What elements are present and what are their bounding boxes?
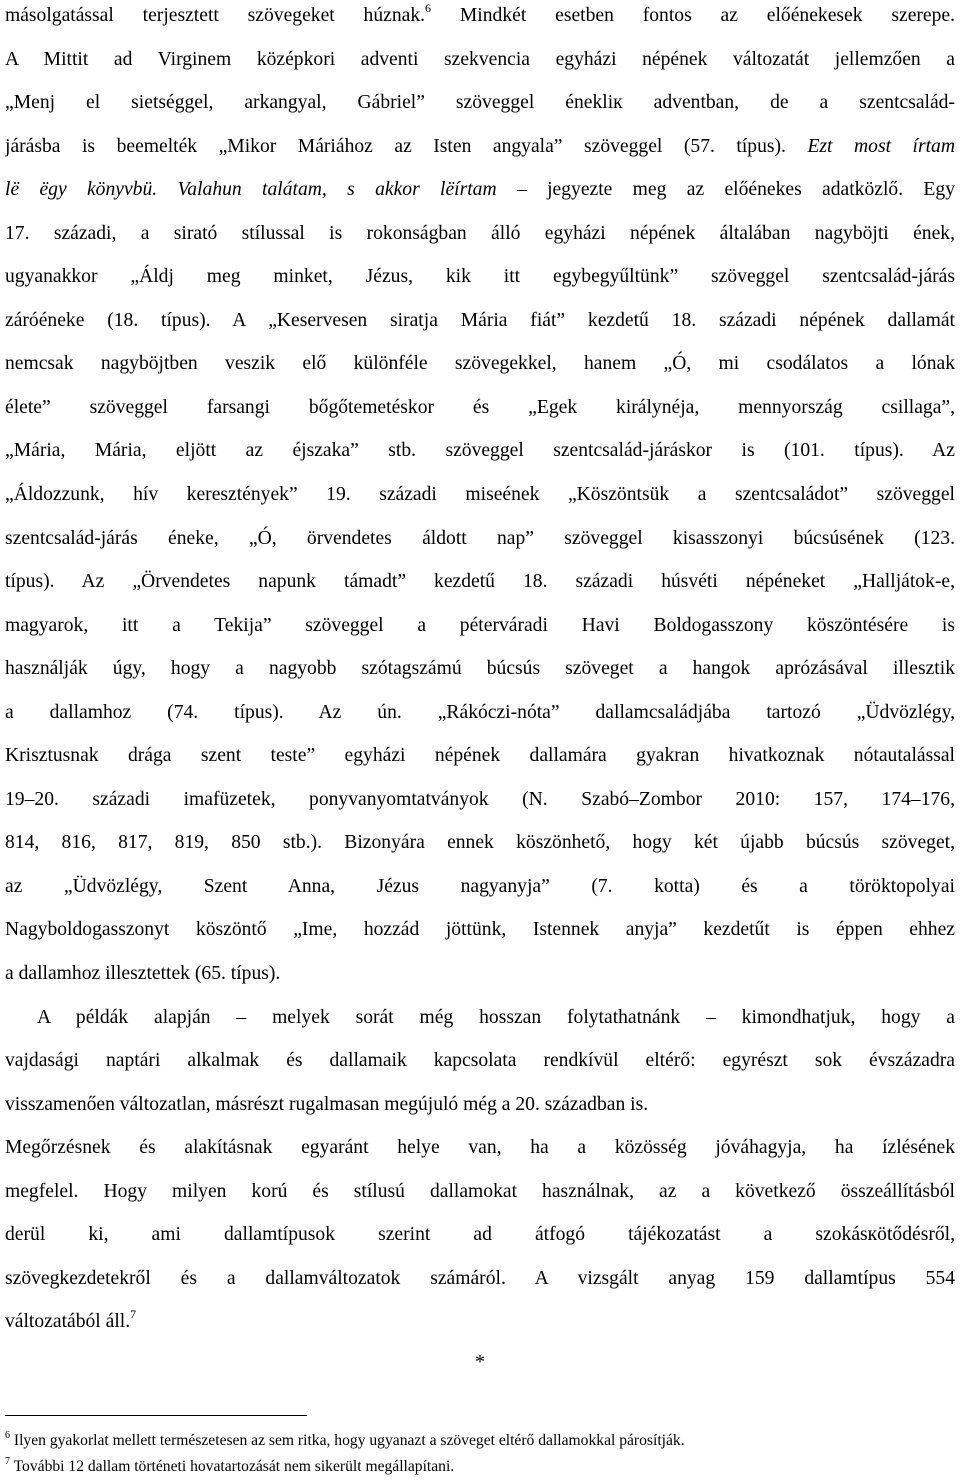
section-separator: * bbox=[475, 1351, 485, 1373]
text-line: „Mária, Mária, eljött az éjszaka” stb. szöveggel szentcsalád-járáskor is (101. típus). Az bbox=[5, 440, 955, 462]
footnote bbox=[5, 1453, 955, 1479]
footnote-text: További 12 dallam történeti hovatartozását nem sikerült megállapítani. bbox=[10, 1458, 455, 1475]
footnote-divider bbox=[5, 1415, 307, 1416]
footnote-ref[interactable]: 7 bbox=[130, 1307, 137, 1322]
text-line: Nagyboldogasszonyt köszöntő „Ime, hozzád jöttünk, Istennek anyja” kezdetűt is éppen ehhez bbox=[5, 919, 955, 941]
footnote-number: 7 bbox=[5, 1456, 10, 1467]
text-line: szövegkezdetekről és a dallamváltozatok számáról. A vizsgált anyag 159 dallamtípus 554 bbox=[5, 1267, 955, 1289]
text-line: típus). Az „Örvendetes napunk támadt” kezdetű 18. századi húsvéti népéneket „Halljátok-e, bbox=[5, 571, 955, 593]
text-line: használják úgy, hogy a nagyobb szótagszámú búcsús szöveget a hangok aprózásával illesztik bbox=[5, 658, 955, 680]
text-line: 17. századi, a sirató stílussal is rokonságban álló egyházi népének általában nagyböjti ének, bbox=[5, 222, 955, 244]
text-line: A példák alapján – melyek sorát még hosszan folytathatnánk – kimondhatjuk, hogy a bbox=[37, 1006, 955, 1028]
footnote-text: Ilyen gyakorlat mellett természetesen az sem ritka, hogy ugyanazt a szöveget eltérő dallamokkal párosítják. bbox=[10, 1432, 685, 1449]
body-text bbox=[5, 0, 955, 1344]
text-line: „Áldozzunk, hív keresztények” 19. századi miseének „Köszöntsük a szentcsaládot” szöveggel bbox=[5, 484, 955, 506]
text-line: záróéneke (18. típus). A „Keservesen siratja Mária fiát” kezdetű 18. századi népének dallamát bbox=[5, 309, 955, 331]
text-line: 814, 816, 817, 819, 850 stb.). Bizonyára ennek köszönhető, hogy két újabb búcsús szöveget, bbox=[5, 832, 955, 854]
footnote-number: 6 bbox=[5, 1430, 10, 1441]
text-line: másolgatással terjesztett szövegeket húznak.$^6$ Mindkét esetben fontos az előénekesek szerepe. bbox=[5, 1, 955, 26]
text-line: A Mittit ad Virginem középkori adventi szekvencia egyházi népének változatát jellemzően a bbox=[5, 48, 955, 70]
text-line: derül ki, ami dallamtípusok szerint ad átfogó tájékozatást a szokásкötődésről, bbox=[5, 1224, 955, 1246]
text-line: járásba is beemelték „Mikor Máriához az Isten angyala” szöveggel (57. típus). Ezt most írtam bbox=[5, 135, 955, 157]
text-line: lë ëgy könyvbü. Valahun talátam, s akkor lëírtam – jegyezte meg az előénekes adatközlő. Egy bbox=[5, 179, 955, 201]
text-line: szentcsalád-járás éneke, „Ó, örvendetes áldott nap” szöveggel kisasszonyi búcsúsének (123. bbox=[5, 527, 955, 549]
text-line: „Menj el sietséggel, arkangyal, Gábriel” szöveggel énekliк adventban, de a szentcsalád- bbox=[5, 92, 955, 114]
text-line: az „Üdvözlégy, Szent Anna, Jézus nagyanyja” (7. kotta) és a töröktopolyai bbox=[5, 875, 955, 897]
text-line: magyarok, itt a Tekija” szöveggel a péterváradi Havi Boldogasszony köszöntésére is bbox=[5, 614, 955, 636]
footnote-ref[interactable]: 6 bbox=[425, 1, 432, 15]
footnotes bbox=[5, 1427, 955, 1479]
text-line: változatából áll.$^7$ bbox=[5, 1307, 137, 1333]
text-line: nemcsak nagyböjtben veszik elő különféle szövegekkel, hanem „Ó, mi csodálatos a lónak bbox=[5, 353, 955, 375]
text-line: ugyanakkor „Áldj meg minket, Jézus, kik itt egybegyűltünk” szöveggel szentcsalád-járás bbox=[5, 266, 955, 288]
text-line: Krisztusnak drága szent teste” egyházi népének dallamára gyakran hivatkoznak nótautalással bbox=[5, 745, 955, 767]
footnote bbox=[5, 1427, 955, 1453]
text-line: vajdasági naptári alkalmak és dallamaik kapcsolata rendkívül eltérő: egyrészt sok évszázadra bbox=[5, 1050, 955, 1072]
text-line: visszamenően változatlan, másrészt rugalmasan megújuló még a 20. században is. bbox=[5, 1093, 649, 1115]
text-line: 19–20. századi imafüzetek, ponyvanyomtatványok (N. Szabó–Zombor 2010: 157, 174–176, bbox=[5, 788, 955, 810]
text-line: Megőrzésnek és alakításnak egyaránt helye van, ha a közösség jóváhagyja, ha ízlésének bbox=[5, 1137, 955, 1159]
text-line: élete” szöveggel farsangi bőgőtemetéskor és „Egek királynéja, mennyország csillaga”, bbox=[5, 396, 955, 418]
text-line: megfelel. Hogy milyen korú és stílusú dallamokat használnak, az a következő összeállításból bbox=[5, 1180, 955, 1202]
text-line: a dallamhoz (74. típus). Az ún. „Rákóczi-nóta” dallamcsaládjába tartozó „Üdvözlégy, bbox=[5, 701, 955, 723]
text-line: a dallamhoz illesztettek (65. típus). bbox=[5, 963, 281, 985]
